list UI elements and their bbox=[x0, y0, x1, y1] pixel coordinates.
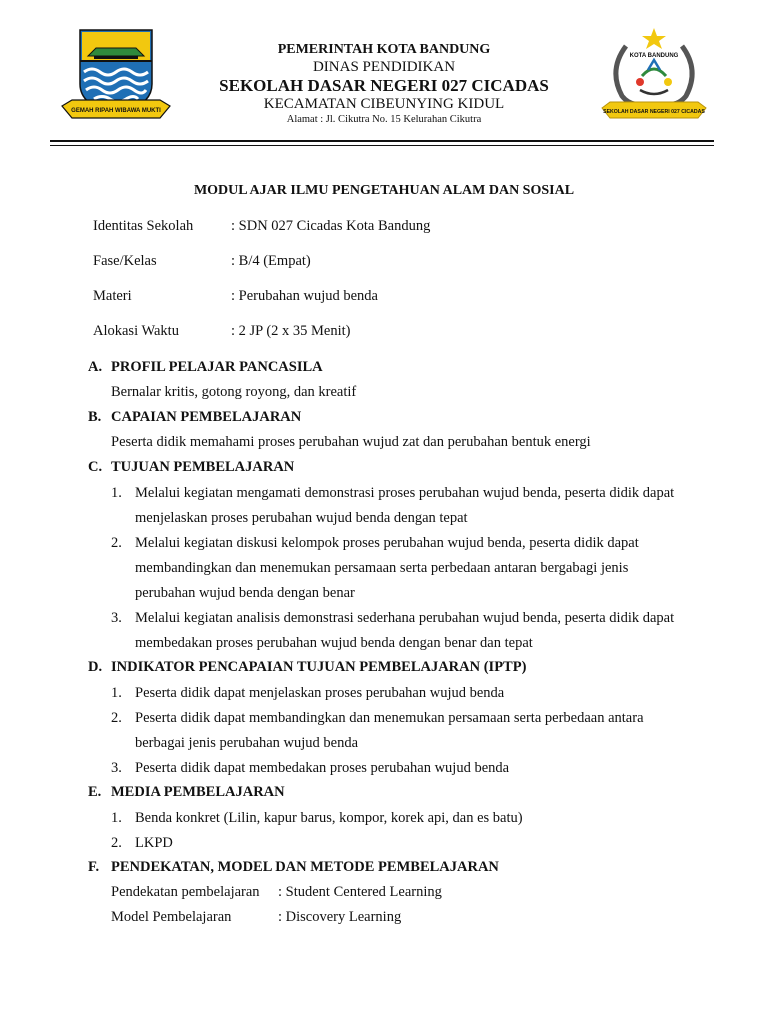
list-text: Melalui kegiatan diskusi kelompok proses perubahan wujud benda, peserta didik dapat membandingkan dan menemukan persamaan serta perbedaan antaran bergabagi jenis perubahan wujud benda dengan benar bbox=[135, 535, 639, 601]
department-name: DINAS PENDIDIKAN bbox=[312, 58, 456, 75]
section-letter: E. bbox=[88, 784, 102, 800]
approach-row bbox=[88, 881, 688, 906]
list-text: Melalui kegiatan analisis demonstrasi sederhana perubahan wujud benda, peserta didik dapat membedakan proses perubahan wujud benda dengan benar dan tepat bbox=[135, 610, 675, 651]
identity-value: : Perubahan wujud benda bbox=[231, 288, 378, 304]
list-number: 1. bbox=[111, 485, 122, 501]
section-title: MEDIA PEMBELAJARAN bbox=[111, 784, 285, 800]
school-name: SEKOLAH DASAR NEGERI 027 CICADAS bbox=[219, 76, 549, 96]
section-heading-d bbox=[88, 656, 688, 681]
section-letter: D. bbox=[88, 659, 103, 675]
identity-row bbox=[93, 288, 430, 323]
identity-value: : B/4 (Empat) bbox=[231, 253, 311, 269]
list-item bbox=[88, 531, 688, 606]
section-letter: F. bbox=[88, 859, 100, 875]
identity-label: Identitas Sekolah bbox=[93, 218, 194, 234]
section-heading-e bbox=[88, 781, 688, 806]
list-text: LKPD bbox=[135, 835, 173, 851]
section-text-b: Peserta didik memahami proses perubahan wujud zat dan perubahan bentuk energi bbox=[111, 434, 591, 450]
document-title: MODUL AJAR ILMU PENGETAHUAN ALAM DAN SOSIAL bbox=[193, 183, 575, 198]
school-emblem-logo bbox=[600, 26, 708, 122]
section-heading-f bbox=[88, 856, 688, 881]
section-title: PROFIL PELAJAR PANCASILA bbox=[111, 359, 323, 375]
model-row bbox=[88, 906, 688, 931]
identity-row bbox=[93, 323, 430, 358]
identity-label: Fase/Kelas bbox=[93, 253, 157, 269]
list-item bbox=[88, 481, 688, 531]
identity-label: Alokasi Waktu bbox=[93, 323, 179, 339]
approach-label: Pendekatan pembelajaran bbox=[111, 884, 260, 900]
list-number: 1. bbox=[111, 810, 122, 826]
list-number: 1. bbox=[111, 685, 122, 701]
list-number: 3. bbox=[111, 760, 122, 776]
list-text: Peserta didik dapat menjelaskan proses perubahan wujud benda bbox=[135, 685, 505, 701]
section-letter: A. bbox=[88, 359, 103, 375]
list-item bbox=[88, 756, 688, 781]
emblem-banner-text: SEKOLAH DASAR NEGERI 027 CICADAS bbox=[603, 109, 705, 115]
section-title: CAPAIAN PEMBELAJARAN bbox=[111, 409, 302, 425]
letterhead-rule-thin bbox=[50, 145, 714, 146]
letterhead-rule-thick bbox=[50, 140, 714, 142]
section-title: PENDEKATAN, MODEL DAN METODE PEMBELAJARAN bbox=[111, 859, 499, 875]
crest-motto: GEMAH RIPAH WIBAWA MUKTI bbox=[71, 108, 161, 114]
section-heading-c bbox=[88, 456, 688, 481]
list-text: Benda konkret (Lilin, kapur barus, kompor, korek api, dan es batu) bbox=[135, 810, 523, 826]
list-item bbox=[88, 806, 688, 831]
identity-value: : SDN 027 Cicadas Kota Bandung bbox=[231, 218, 431, 234]
identity-table bbox=[93, 218, 430, 358]
model-label: Model Pembelajaran bbox=[111, 909, 232, 925]
letterhead-text bbox=[190, 42, 578, 126]
section-text-a: Bernalar kritis, gotong royong, dan kreatif bbox=[111, 384, 357, 400]
list-number: 3. bbox=[111, 610, 122, 626]
model-value: : Discovery Learning bbox=[278, 909, 402, 925]
list-item bbox=[88, 681, 688, 706]
list-number: 2. bbox=[111, 835, 122, 851]
list-number: 2. bbox=[111, 710, 122, 726]
identity-row bbox=[93, 253, 430, 288]
list-item bbox=[88, 706, 688, 756]
bandung-crest-logo bbox=[58, 26, 174, 122]
section-letter: C. bbox=[88, 459, 103, 475]
section-heading-b bbox=[88, 406, 688, 431]
letterhead bbox=[0, 0, 768, 150]
section-title: INDIKATOR PENCAPAIAN TUJUAN PEMBELAJARAN (IPTP) bbox=[111, 659, 527, 675]
section-title: TUJUAN PEMBELAJARAN bbox=[111, 459, 295, 475]
list-number: 2. bbox=[111, 535, 122, 551]
list-item bbox=[88, 831, 688, 856]
identity-value: : 2 JP (2 x 35 Menit) bbox=[231, 323, 351, 339]
section-letter: B. bbox=[88, 409, 102, 425]
government-name: PEMERINTAH KOTA BANDUNG bbox=[277, 42, 491, 57]
list-text: Peserta didik dapat membedakan proses perubahan wujud benda bbox=[135, 760, 510, 776]
school-address: Alamat : Jl. Cikutra No. 15 Kelurahan Cikutra bbox=[286, 113, 482, 125]
section-heading-a bbox=[88, 356, 688, 381]
list-item bbox=[88, 606, 688, 656]
list-text: Melalui kegiatan mengamati demonstrasi proses perubahan wujud benda, peserta didik dapat menjelaskan proses perubahan wujud benda dengan tepat bbox=[135, 485, 675, 526]
district-name: KECAMATAN CIBEUNYING KIDUL bbox=[263, 96, 505, 113]
list-text: Peserta didik dapat membandingkan dan menemukan persamaan serta perbedaan antara berbagai jenis perubahan wujud benda bbox=[135, 710, 644, 751]
module-sections bbox=[88, 356, 688, 931]
identity-row bbox=[93, 218, 430, 253]
approach-value: : Student Centered Learning bbox=[278, 884, 442, 900]
emblem-top-text: KOTA BANDUNG bbox=[629, 53, 679, 59]
identity-label: Materi bbox=[93, 288, 132, 304]
